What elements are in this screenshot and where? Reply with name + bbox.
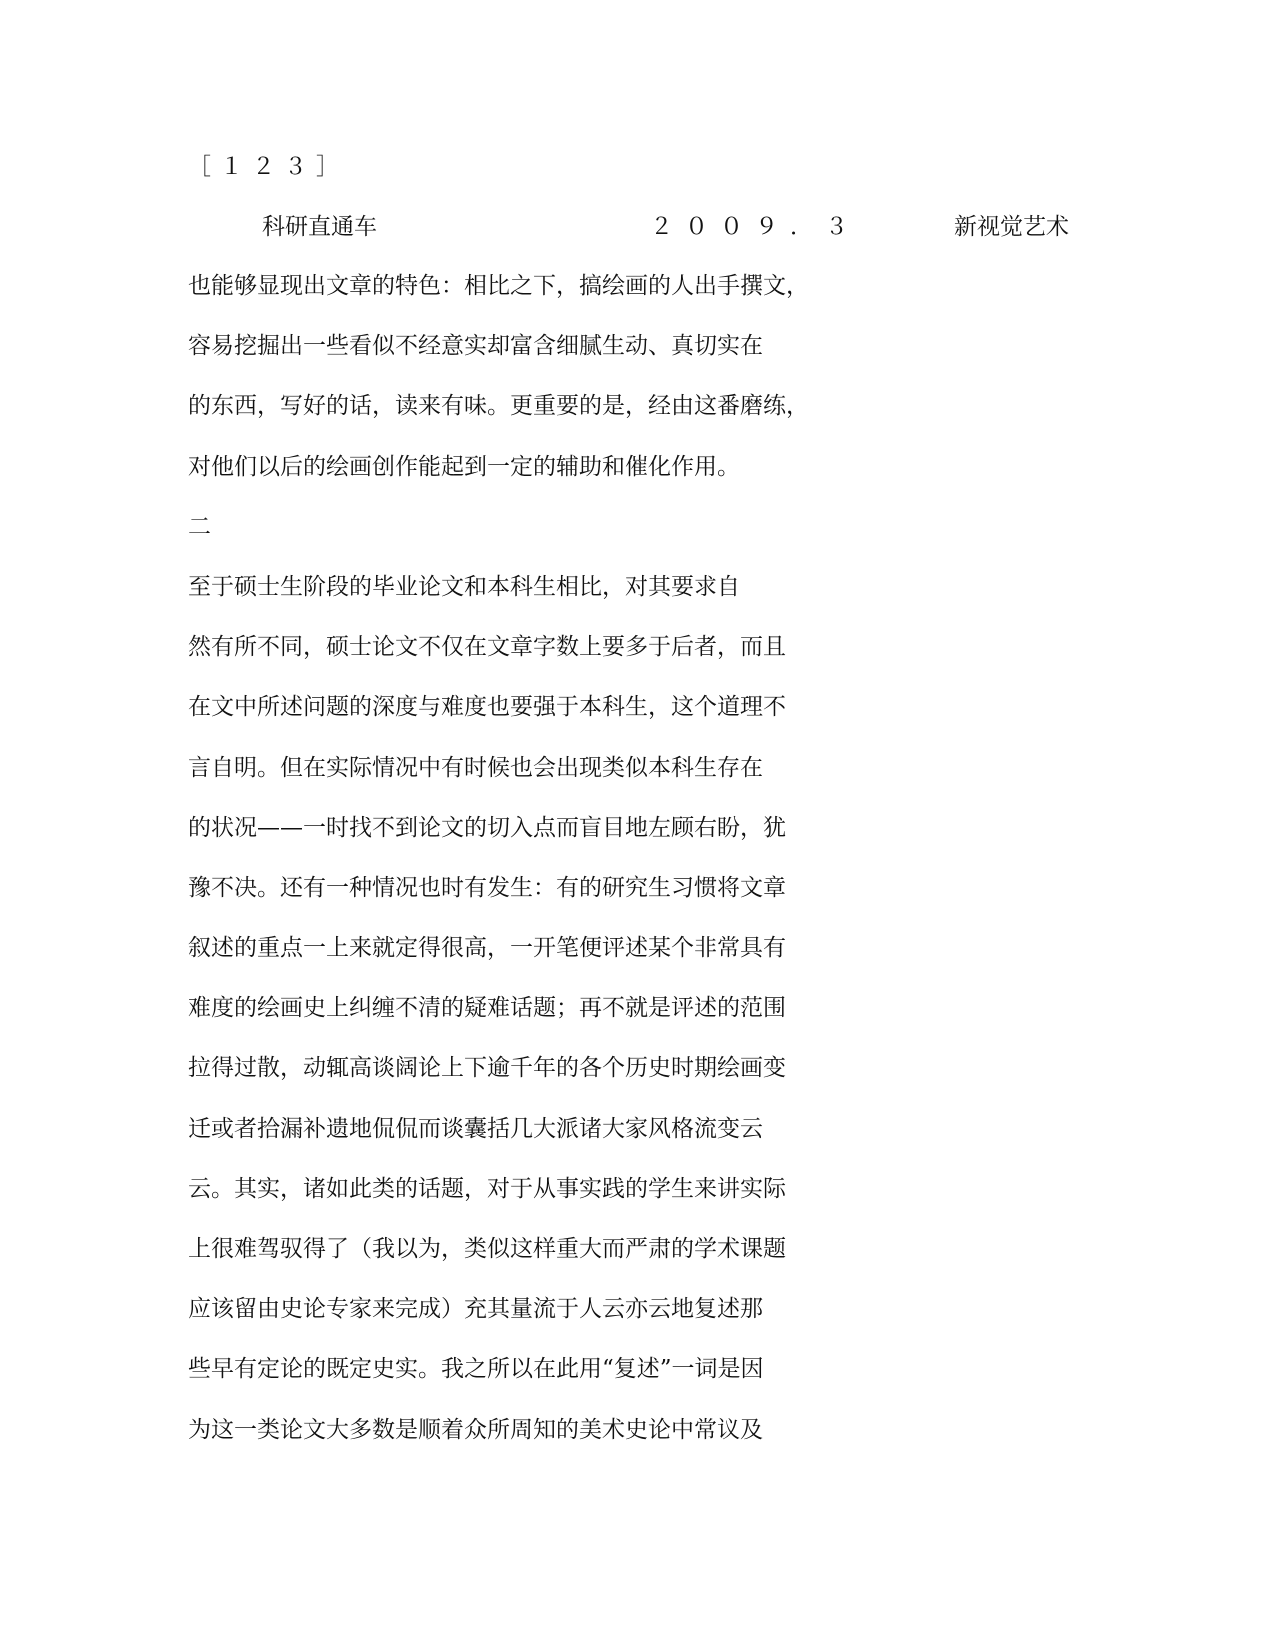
text-line: 的状况——一时找不到论文的切入点而盲目地左顾右盼，犹	[188, 814, 786, 841]
text-line: 至于硕士生阶段的毕业论文和本科生相比，对其要求自	[188, 573, 740, 600]
text-line: 应该留由史论专家来完成）充其量流于人云亦云地复述那	[188, 1296, 763, 1323]
header-journal-title: 科研直通车	[262, 214, 377, 240]
text-line: 在文中所述问题的深度与难度也要强于本科生，这个道理不	[188, 694, 786, 721]
page-number: ［１２３］	[188, 154, 348, 180]
header-section-name: 新视觉艺术	[954, 214, 1069, 240]
text-line: 难度的绘画史上纠缠不清的疑难话题；再不就是评述的范围	[188, 995, 786, 1022]
text-line: 上很难驾驭得了（我以为，类似这样重大而严肃的学术课题	[188, 1236, 786, 1262]
text-line: 云。其实，诸如此类的话题，对于从事实践的学生来讲实际	[188, 1175, 786, 1202]
text-line: 然有所不同，硕士论文不仅在文章字数上要多于后者，而且	[188, 634, 786, 661]
text-line: 拉得过散，动辄高谈阔论上下逾千年的各个历史时期绘画变	[188, 1055, 786, 1082]
text-line: 迁或者拾漏补遗地侃侃而谈囊括几大派诸大家风格流变云	[188, 1115, 763, 1142]
section-heading: 二	[188, 513, 211, 540]
header-issue-date: ２００９．３	[650, 214, 860, 240]
body-text	[188, 268, 888, 1472]
text-line: 豫不决。还有一种情况也时有发生：有的研究生习惯将文章	[188, 874, 786, 901]
text-line: 些早有定论的既定史实。我之所以在此用“复述”一词是因	[188, 1356, 764, 1383]
text-line: 为这一类论文大多数是顺着众所周知的美术史论中常议及	[188, 1416, 763, 1443]
text-line: 叙述的重点一上来就定得很高，一开笔便评述某个非常具有	[188, 935, 786, 962]
text-line: 言自明。但在实际情况中有时候也会出现类似本科生存在	[188, 754, 763, 781]
text-line: 的东西，写好的话，读来有味。更重要的是，经由这番磨练，	[188, 393, 809, 420]
text-line: 容易挖掘出一些看似不经意实却富含细腻生动、真切实在	[188, 333, 763, 360]
text-line: 也能够显现出文章的特色：相比之下，搞绘画的人出手撰文，	[188, 273, 809, 299]
text-line: 对他们以后的绘画创作能起到一定的辅助和催化作用。	[188, 453, 740, 480]
